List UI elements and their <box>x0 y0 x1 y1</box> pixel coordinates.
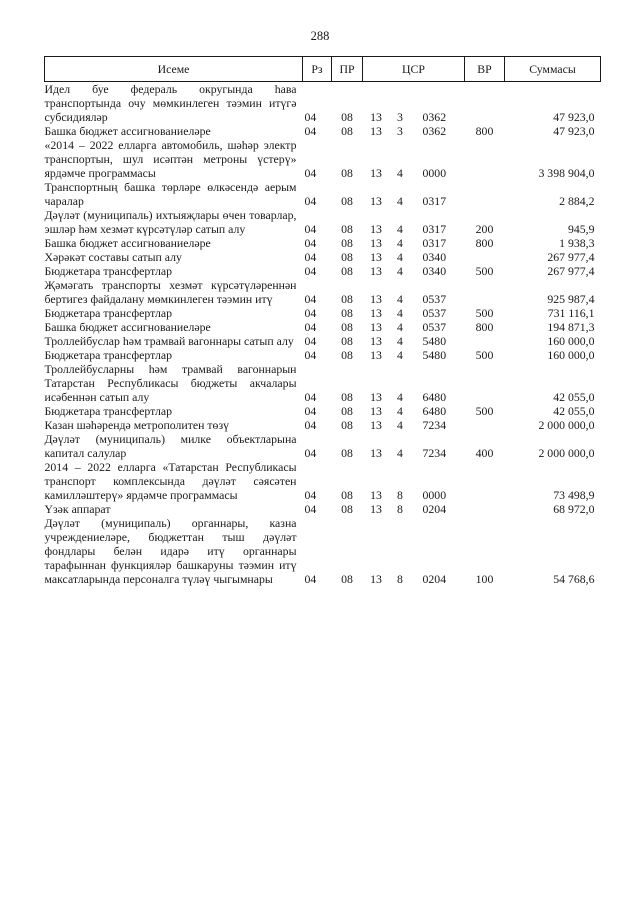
table-body <box>45 82 601 587</box>
cell-name: Бюджетара трансфертлар <box>44 348 172 362</box>
cell-c2: 4 <box>397 292 403 306</box>
cell-c2: 3 <box>397 110 403 124</box>
cell-pr: 08 <box>341 502 353 516</box>
cell-pr: 08 <box>341 418 353 432</box>
cell-rz: 04 <box>304 292 317 306</box>
cell-name: Бюджетара трансфертлар <box>44 404 172 418</box>
table-row <box>45 236 601 250</box>
cell-rz: 04 <box>304 348 317 362</box>
cell-pr: 08 <box>341 572 353 586</box>
cell-c1: 13 <box>370 446 382 460</box>
cell-name: Башка бюджет ассигнованиеләре <box>44 320 211 334</box>
cell-name: Транспортның башка төрләре өлкәсендә аерым чаралар <box>44 180 297 208</box>
cell-sum: 73 498,9 <box>553 488 595 502</box>
table-row <box>45 264 601 278</box>
cell-pr: 08 <box>341 390 353 404</box>
cell-vr <box>465 180 505 208</box>
cell-sum: 925 987,4 <box>547 292 595 306</box>
cell-vr <box>465 278 505 306</box>
cell-c3: 0537 <box>422 306 447 320</box>
cell-c1: 13 <box>370 334 382 348</box>
cell-c2: 4 <box>397 264 403 278</box>
cell-name: Дәүләт (муниципаль) милке объектларына капитал салулар <box>44 432 297 460</box>
cell-vr <box>465 334 505 348</box>
cell-pr: 08 <box>341 250 353 264</box>
cell-c3: 0000 <box>422 166 447 180</box>
cell-c3: 0537 <box>422 292 447 306</box>
cell-c1: 13 <box>370 488 382 502</box>
cell-vr: 100 <box>475 572 494 586</box>
cell-c1: 13 <box>370 306 382 320</box>
cell-rz: 04 <box>304 166 317 180</box>
cell-sum: 47 923,0 <box>553 110 595 124</box>
cell-c3: 0317 <box>422 222 447 236</box>
cell-rz: 04 <box>304 390 317 404</box>
cell-rz: 04 <box>304 222 317 236</box>
cell-c2: 8 <box>397 572 403 586</box>
cell-rz: 04 <box>304 446 317 460</box>
table-row <box>45 124 601 138</box>
cell-c2: 4 <box>397 222 403 236</box>
cell-vr <box>465 82 505 125</box>
cell-c2: 4 <box>397 348 403 362</box>
cell-c1: 13 <box>370 250 382 264</box>
cell-c3: 6480 <box>422 404 447 418</box>
table-row <box>45 278 601 306</box>
cell-vr: 800 <box>475 236 494 250</box>
cell-name: «2014 – 2022 елларга автомобиль, шәһәр электр транспортын, шул исәптән метроны үстерү» ярдәмче программасы <box>44 138 297 180</box>
cell-pr: 08 <box>341 488 353 502</box>
table-row <box>45 460 601 502</box>
cell-c2: 4 <box>397 306 403 320</box>
cell-sum: 1 938,3 <box>559 236 595 250</box>
cell-pr: 08 <box>341 222 353 236</box>
cell-pr: 08 <box>341 110 353 124</box>
table-row <box>45 138 601 180</box>
cell-c3: 7234 <box>422 446 447 460</box>
cell-c2: 4 <box>397 334 403 348</box>
cell-name: Троллейбусларны һәм трамвай вагоннарын Татарстан Республикасы бюджеты акчалары исәбеннән сатып алу <box>44 362 297 404</box>
cell-rz: 04 <box>304 488 317 502</box>
cell-c1: 13 <box>370 390 382 404</box>
table-row <box>45 82 601 125</box>
header-name: Исеме <box>45 57 303 82</box>
cell-sum: 945,9 <box>567 222 595 236</box>
cell-name: Хәрәкәт составы сатып алу <box>44 250 182 264</box>
cell-pr: 08 <box>341 334 353 348</box>
cell-c3: 7234 <box>422 418 447 432</box>
cell-vr <box>465 138 505 180</box>
cell-c1: 13 <box>370 110 382 124</box>
table-row <box>45 432 601 460</box>
table-row <box>45 502 601 516</box>
cell-sum: 42 055,0 <box>553 404 595 418</box>
page-number: 288 <box>310 29 330 43</box>
cell-c3: 0537 <box>422 320 447 334</box>
cell-c2: 4 <box>397 404 403 418</box>
cell-sum: 47 923,0 <box>553 124 595 138</box>
cell-c3: 0000 <box>422 488 447 502</box>
cell-rz: 04 <box>304 418 317 432</box>
cell-c3: 0317 <box>422 194 447 208</box>
cell-rz: 04 <box>304 250 317 264</box>
cell-c3: 0362 <box>422 110 447 124</box>
cell-c1: 13 <box>370 194 382 208</box>
cell-c3: 0204 <box>422 572 447 586</box>
cell-name: 2014 – 2022 елларга «Татарстан Республикасы транспорт комплексында дәүләт сәясәтен камилләштерү» ярдәмче программасы <box>44 460 297 502</box>
cell-rz: 04 <box>304 194 317 208</box>
cell-c1: 13 <box>370 292 382 306</box>
cell-c1: 13 <box>370 502 382 516</box>
cell-sum: 160 000,0 <box>547 348 595 362</box>
cell-c2: 4 <box>397 250 403 264</box>
cell-sum: 54 768,6 <box>553 572 595 586</box>
cell-vr <box>465 460 505 502</box>
cell-c3: 5480 <box>422 348 447 362</box>
cell-c1: 13 <box>370 236 382 250</box>
cell-vr: 200 <box>475 222 494 236</box>
cell-pr: 08 <box>341 166 353 180</box>
cell-name: Бюджетара трансфертлар <box>44 306 172 320</box>
table-row <box>45 208 601 236</box>
table-row <box>45 180 601 208</box>
cell-vr: 800 <box>475 320 494 334</box>
cell-c1: 13 <box>370 222 382 236</box>
cell-sum: 2 000 000,0 <box>538 418 595 432</box>
cell-c2: 4 <box>397 166 403 180</box>
cell-sum: 68 972,0 <box>553 502 595 516</box>
cell-c3: 6480 <box>422 390 447 404</box>
cell-sum: 42 055,0 <box>553 390 595 404</box>
cell-c3: 0340 <box>422 250 447 264</box>
cell-pr: 08 <box>341 236 353 250</box>
cell-c2: 3 <box>397 124 403 138</box>
cell-rz: 04 <box>304 502 317 516</box>
cell-vr <box>465 502 505 516</box>
cell-name: Троллейбуслар һәм трамвай вагоннары сатып алу <box>44 334 294 348</box>
cell-vr <box>465 250 505 264</box>
cell-sum: 194 871,3 <box>547 320 595 334</box>
cell-c2: 4 <box>397 446 403 460</box>
cell-c2: 4 <box>397 320 403 334</box>
table-row <box>45 250 601 264</box>
cell-vr: 500 <box>475 404 494 418</box>
table-row <box>45 516 601 586</box>
cell-pr: 08 <box>341 306 353 320</box>
cell-rz: 04 <box>304 236 317 250</box>
cell-name: Идел буе федераль округында һава транспортында очу мөмкинлеген тәэмин итүгә субсидияләр <box>44 82 297 124</box>
cell-name: Дәүләт (муниципаль) ихтыяҗлары өчен товарлар, эшләр һәм хезмәт күрсәтүләр сатып алу <box>44 208 297 236</box>
cell-vr: 800 <box>475 124 494 138</box>
cell-pr: 08 <box>341 194 353 208</box>
cell-vr: 500 <box>475 348 494 362</box>
table-row <box>45 418 601 432</box>
header-vr: ВР <box>465 57 505 82</box>
cell-sum: 731 116,1 <box>547 306 595 320</box>
cell-c1: 13 <box>370 124 382 138</box>
table-row <box>45 348 601 362</box>
cell-c3: 0317 <box>422 236 447 250</box>
cell-c3: 5480 <box>422 334 447 348</box>
cell-sum: 2 000 000,0 <box>538 446 595 460</box>
budget-table <box>44 56 601 586</box>
cell-name: Башка бюджет ассигнованиеләре <box>44 124 211 138</box>
cell-name: Үзәк аппарат <box>44 502 111 516</box>
cell-c2: 8 <box>397 502 403 516</box>
table-header-row <box>45 57 601 82</box>
header-rz: Рз <box>303 57 332 82</box>
cell-vr: 500 <box>475 306 494 320</box>
cell-c1: 13 <box>370 418 382 432</box>
cell-pr: 08 <box>341 446 353 460</box>
cell-rz: 04 <box>304 320 317 334</box>
cell-rz: 04 <box>304 306 317 320</box>
cell-rz: 04 <box>304 572 317 586</box>
cell-pr: 08 <box>341 264 353 278</box>
cell-c2: 4 <box>397 194 403 208</box>
cell-sum: 2 884,2 <box>559 194 595 208</box>
cell-sum: 160 000,0 <box>547 334 595 348</box>
cell-name: Дәүләт (муниципаль) органнары, казна учреждениеләре, бюджеттан тыш дәүләт фондлары белән идарә итү органнары тарафыннан функцияләр башкаруны тәэмин итү максатларында персоналга түләү чыгымнары <box>44 516 297 586</box>
header-sum: Суммасы <box>505 57 601 82</box>
cell-c1: 13 <box>370 320 382 334</box>
cell-c1: 13 <box>370 264 382 278</box>
cell-c1: 13 <box>370 166 382 180</box>
cell-vr: 400 <box>475 446 494 460</box>
cell-rz: 04 <box>304 110 317 124</box>
cell-rz: 04 <box>304 404 317 418</box>
cell-rz: 04 <box>304 124 317 138</box>
table-row <box>45 320 601 334</box>
cell-c1: 13 <box>370 404 382 418</box>
table-row <box>45 334 601 348</box>
cell-sum: 267 977,4 <box>547 250 595 264</box>
cell-c3: 0362 <box>422 124 447 138</box>
cell-pr: 08 <box>341 404 353 418</box>
cell-name: Башка бюджет ассигнованиеләре <box>44 236 211 250</box>
table-row <box>45 362 601 404</box>
cell-c3: 0204 <box>422 502 447 516</box>
cell-vr <box>465 362 505 404</box>
cell-rz: 04 <box>304 264 317 278</box>
cell-pr: 08 <box>341 292 353 306</box>
table-row <box>45 404 601 418</box>
cell-c1: 13 <box>370 348 382 362</box>
cell-c2: 4 <box>397 418 403 432</box>
cell-c3: 0340 <box>422 264 447 278</box>
cell-rz: 04 <box>304 334 317 348</box>
table-row <box>45 306 601 320</box>
cell-vr <box>465 418 505 432</box>
cell-name: Җәмәгать транспорты хезмәт күрсәтүләреннән бертигез файдалану мөмкинлеген тәэмин итү <box>44 278 297 306</box>
cell-vr: 500 <box>475 264 494 278</box>
cell-c2: 4 <box>397 236 403 250</box>
cell-name: Казан шәһәрендә метрополитен төзү <box>44 418 230 432</box>
cell-pr: 08 <box>341 348 353 362</box>
cell-name: Бюджетара трансфертлар <box>44 264 172 278</box>
cell-pr: 08 <box>341 320 353 334</box>
cell-c2: 4 <box>397 390 403 404</box>
cell-pr: 08 <box>341 124 353 138</box>
cell-sum: 267 977,4 <box>547 264 595 278</box>
header-csr: ЦСР <box>363 57 465 82</box>
cell-c2: 8 <box>397 488 403 502</box>
cell-c1: 13 <box>370 572 382 586</box>
header-pr: ПР <box>332 57 363 82</box>
cell-sum: 3 398 904,0 <box>538 166 595 180</box>
